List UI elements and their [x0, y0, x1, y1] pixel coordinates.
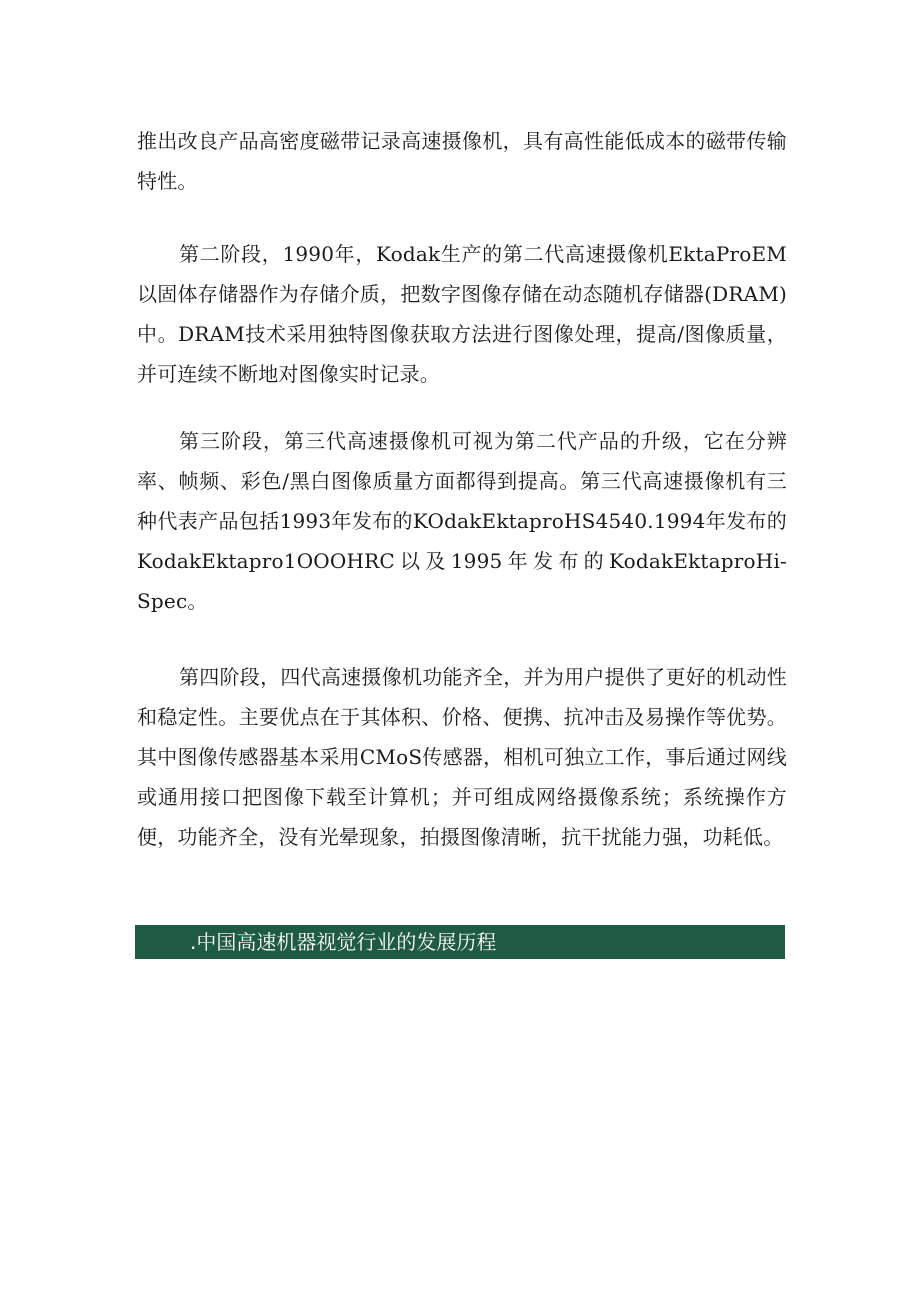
paragraph-stage-two: 第二阶段，1990年，Kodak生产的第二代高速摄像机EktaProEM以固体存储器作为存储介质，把数字图像存储在动态随机存储器(DRAM)中。DRAM技术采用独特图像获取方法进行图像处理，提高/图像质量，并可连续不断地对图像实时记录。 — [137, 242, 787, 386]
section-heading: .中国高速机器视觉行业的发展历程 — [190, 930, 497, 954]
paragraph-stage-four: 第四阶段，四代高速摄像机功能齐全，并为用户提供了更好的机动性和稳定性。主要优点在于其体积、价格、便携、抗冲击及易操作等优势。其中图像传感器基本采用CMoS传感器，相机可独立工作，事后通过网线或通用接口把图像下载至计算机；并可组成网络摄像系统；系统操作方便，功能齐全，没有光晕现象，拍摄图像清晰，抗干扰能力强，功耗低。 — [137, 665, 787, 849]
paragraph-continuation: 推出改良产品高密度磁带记录高速摄像机，具有高性能低成本的磁带传输特性。 — [137, 129, 787, 193]
section-heading-bar — [135, 925, 785, 959]
paragraph-stage-three: 第三阶段，第三代高速摄像机可视为第二代产品的升级，它在分辨率、帧频、彩色/黑白图像质量方面都得到提高。第三代高速摄像机有三种代表产品包括1993年发布的KOdakEktaproHS4540.1994年发布的KodakEktapro1OOOHRC以及1995年发布的KodakEktaproHi-Spec。 — [137, 429, 787, 613]
